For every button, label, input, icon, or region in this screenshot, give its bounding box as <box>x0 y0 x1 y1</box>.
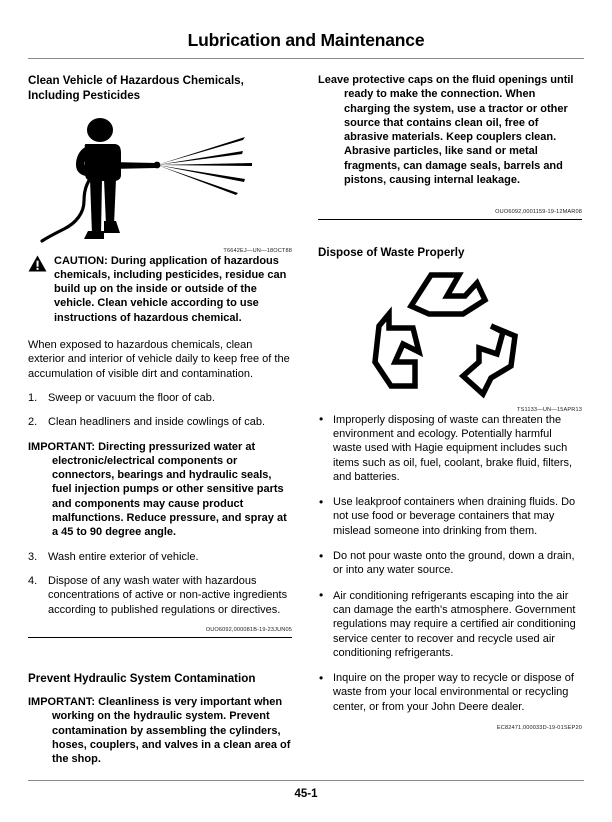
bullet-icon: • <box>319 412 324 427</box>
figure-recycle-symbol <box>318 270 582 407</box>
footer-divider <box>28 780 584 781</box>
left-column <box>28 73 292 777</box>
step-text: Wash entire exterior of vehicle. <box>48 550 199 563</box>
step-number: 3. <box>28 550 38 563</box>
bullet-icon: • <box>319 494 324 509</box>
figure-code-spraying: T6642EJ—UN—18OCT88 <box>223 247 292 254</box>
paragraph-spacer <box>318 197 582 209</box>
figure-operator-spraying <box>28 113 292 248</box>
list-item <box>28 574 292 617</box>
step-number: 4. <box>28 574 38 587</box>
page-title: Lubrication and Maintenance <box>187 30 425 50</box>
section-divider <box>318 219 582 220</box>
important-note-cleanliness: IMPORTANT: Cleanliness is very important when working on the hydraulic system. Prevent contamination by assembling the cylinders, hoses, couplers, and valves in a clean area of the shop. <box>28 696 291 766</box>
list-item <box>318 413 582 484</box>
warning-triangle-icon <box>28 255 47 272</box>
reference-code-hydraulic-charging: OUO6092,0001159-19-12MAR08 <box>495 209 582 216</box>
section-heading-clean-vehicle: Clean Vehicle of Hazardous Chemicals, Including Pesticides <box>28 74 244 103</box>
step-text: Clean headliners and inside cowlings of cab. <box>48 416 266 429</box>
list-item <box>28 550 292 564</box>
important-note-pressurized-water: IMPORTANT: Directing pressurized water at electronic/electrical components or connectors, bearings and hydraulic seals, fuel injection pumps or other sensitive parts and components may cause product malfunctions. Reduce pressure, and spray at a 45 to 90 degree angle. <box>28 440 287 539</box>
recycle-symbol-icon <box>355 270 545 402</box>
section-divider <box>28 637 292 638</box>
bullet-text: Do not pour waste onto the ground, down a drain, or into any water source. <box>333 550 575 577</box>
list-item <box>318 495 582 538</box>
step-number: 2. <box>28 416 38 429</box>
section-heading-dispose-waste: Dispose of Waste Properly <box>318 246 465 260</box>
waste-disposal-bullet-list <box>318 413 582 714</box>
list-item <box>28 415 292 429</box>
bullet-text: Air conditioning refrigerants escaping into the air can damage the earth's atmosphere. Government regulations may require a certified air conditioning service center to recover and recycle used air conditioning refrigerants. <box>333 589 576 659</box>
page-footer <box>28 780 584 800</box>
bullet-text: Improperly disposing of waste can threaten the environment and ecology. Potentially harmful waste used with Hagie equipment includes such items such as oil, fuel, coolant, brake fluid, filters, and batteries. <box>333 413 573 483</box>
list-item <box>318 671 582 714</box>
step-text: Sweep or vacuum the floor of cab. <box>48 391 215 404</box>
bullet-icon: • <box>319 588 324 603</box>
bullet-icon: • <box>319 548 324 563</box>
section-heading-hydraulic-contamination: Prevent Hydraulic System Contamination <box>28 671 256 685</box>
reference-code-dispose-waste: EC82471,000033D-19-01SEP20 <box>496 725 582 732</box>
bullet-text: Use leakproof containers when draining fluids. Do not use food or beverage containers that may mislead someone into drinking from them. <box>333 496 576 537</box>
step-number: 1. <box>28 391 38 404</box>
caution-block <box>28 254 292 325</box>
list-item <box>28 391 292 405</box>
caution-text: CAUTION: During application of hazardous chemicals, including pesticides, residue can build up on the inside or outside of the vehicle. Clean vehicle according to use instructions of hazardous chemical. <box>54 254 287 324</box>
right-column <box>318 73 582 731</box>
title-divider <box>28 58 584 59</box>
page-number: 45-1 <box>294 788 318 800</box>
reference-code-clean-vehicle: OUO6092,000081B-19-23JUN05 <box>205 626 292 633</box>
section-spacer <box>318 233 582 245</box>
section-spacer <box>28 651 292 671</box>
protective-caps-paragraph: Leave protective caps on the fluid openings until ready to make the connection. When charging the system, use a tractor or other source that contains clean oil, free of abrasive materials. Keep couplers clean. Abrasive particles, like sand or metal fragments, can damage seals, barrels and pistons, causing internal leakage. <box>318 74 574 187</box>
bullet-icon: • <box>319 670 324 685</box>
operator-spraying-pressure-washer-icon <box>40 113 280 243</box>
step-text: Dispose of any wash water with hazardous concentrations of active or non-active ingredients according to published regulations or directives. <box>48 574 288 616</box>
intro-paragraph: When exposed to hazardous chemicals, clean exterior and interior of vehicle daily to keep free of the accumulation of visible dirt and contamination. <box>28 339 290 380</box>
cleaning-steps-list-part2 <box>28 550 292 617</box>
figure-code-recycle: TS1133—UN—15APR13 <box>517 406 582 413</box>
list-item <box>318 549 582 578</box>
bullet-text: Inquire on the proper way to recycle or dispose of waste from your local environmental or recycling center, or from your John Deere dealer. <box>333 672 574 713</box>
list-item <box>318 589 582 660</box>
two-column-layout <box>28 73 584 777</box>
manual-page <box>0 30 612 822</box>
cleaning-steps-list-part1 <box>28 391 292 430</box>
